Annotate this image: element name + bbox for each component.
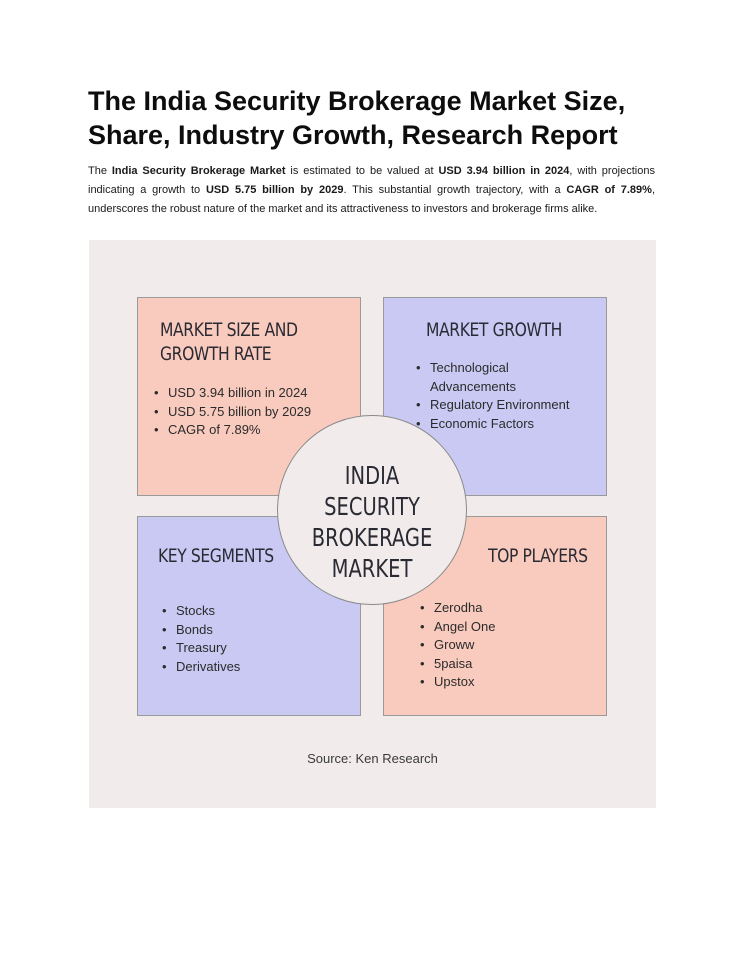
source-caption: Source: Ken Research <box>307 751 438 766</box>
top-players-title: TOP PLAYERS <box>488 545 588 567</box>
intro-bold-2024-value: USD 3.94 billion in 2024 <box>438 165 570 177</box>
list-item: • Angel One <box>420 618 540 637</box>
list-item: • Upstox <box>420 673 540 692</box>
intro-bold-market: India Security Brokerage Market <box>111 165 286 177</box>
market-size-title <box>160 318 298 366</box>
center-title-line1: INDIA SECURITY <box>324 461 420 521</box>
market-size-list <box>154 384 329 440</box>
list-item: • 5paisa <box>420 655 540 674</box>
page-title: The India Security Brokerage Market Size, Share, Industry Growth, Research Report <box>88 86 626 150</box>
center-circle <box>277 415 467 605</box>
list-item: • Treasury <box>162 639 282 658</box>
list-item: • Technological Advancements <box>416 359 596 396</box>
list-item: • Groww <box>420 636 540 655</box>
intro-text-1: The <box>88 165 112 177</box>
center-title-line3: MARKET <box>331 554 413 583</box>
list-item: • USD 3.94 billion in 2024 <box>154 384 329 403</box>
center-title <box>299 460 446 584</box>
top-players-list <box>420 599 540 692</box>
intro-text-3: , with projections indicating a growth to <box>88 165 655 196</box>
list-item: • Bonds <box>162 621 282 640</box>
intro-text-5: , underscores the robust nature of the market and its attractiveness to investors and brokerage firms alike. <box>88 184 655 215</box>
intro-bold-cagr: CAGR of 7.89% <box>566 184 652 196</box>
market-size-title-line2: GROWTH RATE <box>160 343 272 365</box>
center-title-line2: BROKERAGE <box>311 523 433 552</box>
list-item: • Derivatives <box>162 658 282 677</box>
intro-bold-2029-value: USD 5.75 billion by 2029 <box>205 184 344 196</box>
list-item: • USD 5.75 billion by 2029 <box>154 403 329 422</box>
market-infographic <box>89 240 656 808</box>
list-item: • Zerodha <box>420 599 540 618</box>
list-item: • CAGR of 7.89% <box>154 421 329 440</box>
market-growth-title: MARKET GROWTH <box>426 319 562 341</box>
intro-text-2: is estimated to be valued at <box>285 165 439 177</box>
intro-text-4: . This substantial growth trajectory, with a <box>343 184 567 196</box>
market-size-title-line1: MARKET SIZE AND <box>160 319 298 341</box>
list-item: • Regulatory Environment <box>416 396 596 415</box>
list-item: • Stocks <box>162 602 282 621</box>
list-item: • Economic Factors <box>416 415 596 434</box>
intro-paragraph <box>88 162 655 219</box>
key-segments-list <box>162 602 282 676</box>
market-growth-list <box>416 359 596 433</box>
key-segments-title: KEY SEGMENTS <box>158 545 274 567</box>
